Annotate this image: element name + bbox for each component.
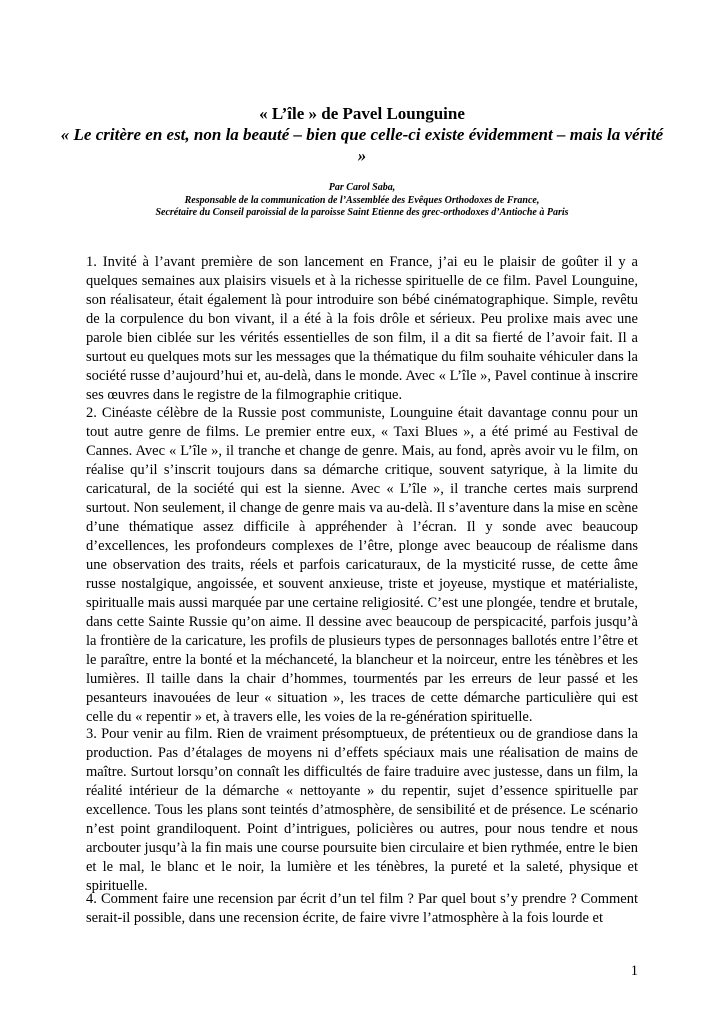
byline [60, 182, 664, 220]
byline-author: Par Carol Saba, [328, 182, 396, 193]
paragraph-2: 2. Cinéaste célèbre de la Russie post communiste, Lounguine était davantage connu pour un tout autre genre de films. Le premier entre eux, « Taxi Blues », a été primé au Festival de Cannes. Avec « L’île », il tranche et change de genre. Mais, au fond, après avoir vu le film, on réalise qu’il s’inscrit toujours dans sa démarche critique, souvent satyrique, à la limite du caricatural, de la société qui est la sienne. Avec « L’île », il tranche certes mais surprend surtout. Non seulement, il change de genre mais va au-delà. Il s’aventure dans la mise en scène d’une thématique assez difficile à appréhender à l’écran. Il y sonde avec beaucoup d’excellences, les profondeurs complexes de l’être, plonge avec beaucoup de réalisme dans une observation des traits, réels et parfois caricaturaux, de la mysticité russe, de cette âme russe nostalgique, angoissée, et souvent anxieuse, triste et joyeuse, mystique et matérialiste, spiritualle mais aussi marquée par une certaine religiosité. C’est une plongée, tendre et brutale, dans cette Sainte Russie qu’on aime. Il dessine avec beaucoup de perspicacité, parfois jusqu’à la frontière de la caricature, les profils de plusieurs types de personnages ballotés entre l’être et le paraître, entre la bonté et la méchanceté, la blancheur et la noirceur, entre les ténèbres et les lumières. Il taille dans la chair d’hommes, tourmentés par les erreurs de leur passé et les pesanteurs inavouées de leur « situation », les traces de cette démarche particulière qui est celle du « repentir » et, à travers elle, les voies de la re-génération spirituelle. [86, 405, 638, 725]
paragraph-3: 3. Pour venir au film. Rien de vraiment présomptueux, de prétentieux ou de grandiose dans la production. Pas d’étalages de moyens ni d’effets spéciaux mais une réalisation de mains de maître. Surtout lorsqu’on connaît les difficultés de faire traduire avec justesse, dans un film, la réalité intérieur de la démarche « nettoyante » du repentir, sujet d’essence spirituelle par excellence. Tous les plans sont teintés d’atmosphère, de sensibilité et de présence. Le scénario n’est point grandiloquent. Point d’intrigues, policières ou autres, pour nous tendre et nous arcbouter jusqu’à la fin mais une course poursuite bien circulaire et bien rythmée, entre le bien et le mal, le blanc et le noir, la lumière et les ténèbres, la pureté et la saleté, physique et spirituelle. [86, 726, 638, 894]
paragraph-1: 1. Invité à l’avant première de son lancement en France, j’ai eu le plaisir de goûter il y a quelques semaines aux plaisirs visuels et à la richesse spirituelle de ce film. Pavel Lounguine, son réalisateur, était également là pour introduire son bébé cinématographique. Simple, revêtu de la corpulence du bon vivant, il a été à la fois drôle et sérieux. Peu prolixe mais avec une parole bien ciblée sur les vérités essentielles de son film, il a dit sa fierté de l’avoir fait. Il a surtout eu quelques mots sur les messages que la thématique du film souhaite véhiculer dans la société russe d’aujourd’hui et, au-delà, dans le monde. Avec « L’île », Pavel continue à inscrire ses œuvres dans le registre de la filmographie critique. [86, 254, 638, 403]
document-subtitle: « Le critère en est, non la beauté – bien que celle-ci existe évidemment – mais la vérité » [60, 125, 664, 165]
page-number: 1 [630, 963, 638, 979]
byline-role-2: Secrétaire du Conseil paroissial de la paroisse Saint Etienne des grec-orthodoxes d’Antioche à Paris [155, 207, 569, 218]
paragraph-4: 4. Comment faire une recension par écrit d’un tel film ? Par quel bout s’y prendre ? Comment serait-il possible, dans une recension écrite, de faire vivre l’atmosphère à la fois lourde et [86, 891, 638, 926]
document-title: « L’île » de Pavel Lounguine [259, 104, 465, 123]
byline-role-1: Responsable de la communication de l’Assemblée des Evêques Orthodoxes de France, [184, 194, 540, 206]
